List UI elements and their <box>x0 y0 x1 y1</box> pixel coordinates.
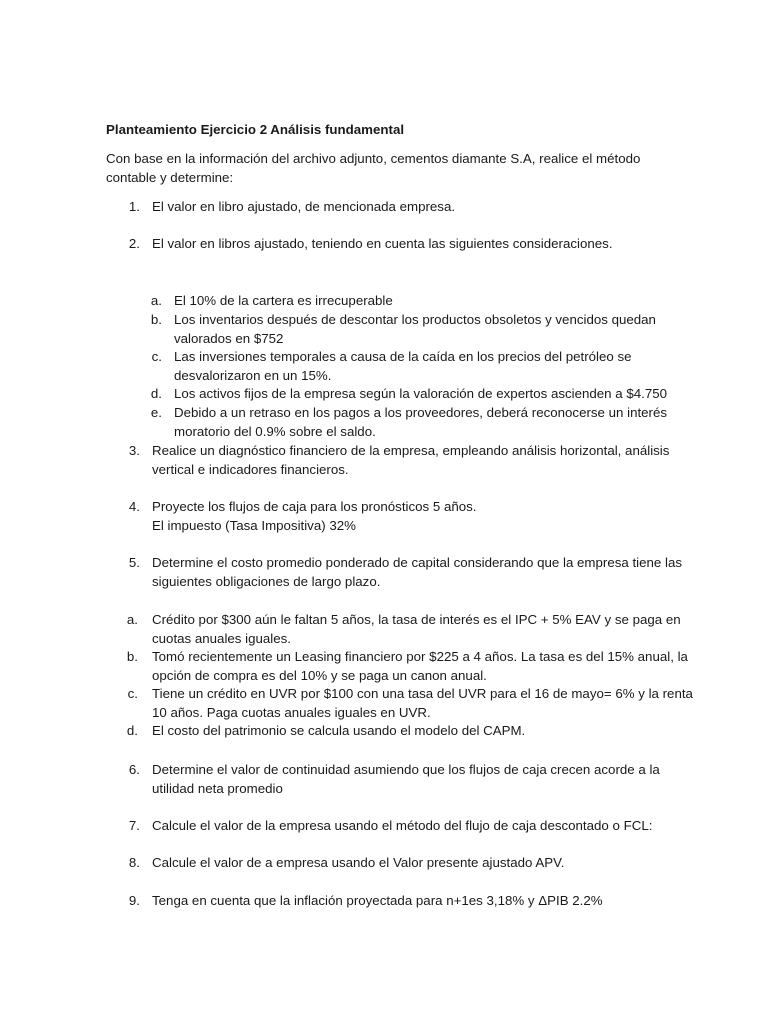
sub-item-text: Tiene un crédito en UVR por $100 con una tasa del UVR para el 16 de mayo= 6% y la renta <box>152 686 693 701</box>
sub-item-text: Debido a un retraso en los pagos a los proveedores, deberá reconocerse un interés <box>174 405 668 420</box>
sub-item-text: Los activos fijos de la empresa según la valoración de expertos ascienden a $4.750 <box>174 386 668 401</box>
list-item-number: 6. <box>128 762 140 777</box>
sub-item-text: Los inventarios después de descontar los productos obsoletos y vencidos quedan <box>174 312 656 327</box>
list-item-text: Determine el costo promedio ponderado de capital considerando que la empresa tiene las <box>152 555 682 570</box>
sub-item-text: moratorio del 0.9% sobre el saldo. <box>174 424 376 439</box>
intro-line-2: contable y determine: <box>106 170 234 185</box>
list-item-number: 4. <box>128 499 140 514</box>
list-item-text: vertical e indicadores financieros. <box>152 462 349 477</box>
sub-item-letter: d. <box>126 723 138 738</box>
list-item-text: Tenga en cuenta que la inflación proyectada para n+1es 3,18% y ΔPIB 2.2% <box>152 893 603 908</box>
sub-item-text: valorados en $752 <box>174 331 284 346</box>
list-item-number: 7. <box>128 818 140 833</box>
sub-item-text: El 10% de la cartera es irrecuperable <box>174 293 393 308</box>
list-item-text: Realice un diagnóstico financiero de la empresa, empleando análisis horizontal, análisis <box>152 443 670 458</box>
sub-item-text: El costo del patrimonio se calcula usando el modelo del CAPM. <box>152 723 526 738</box>
list-item-number: 9. <box>128 893 140 908</box>
sub-item-text: desvalorizaron en un 15%. <box>174 368 332 383</box>
sub-item-letter: b. <box>126 649 138 664</box>
sub-item-letter: a. <box>150 293 162 308</box>
list-item-text: El impuesto (Tasa Impositiva) 32% <box>152 518 356 533</box>
sub-item-text: Tomó recientemente un Leasing financiero por $225 a 4 años. La tasa es del 15% anual, la <box>152 649 688 664</box>
list-item-text: siguientes obligaciones de largo plazo. <box>152 574 381 589</box>
sub-item-letter: b. <box>150 312 162 327</box>
sub-item-letter: c. <box>151 349 162 364</box>
sub-item-letter: c. <box>127 686 138 701</box>
sub-item-letter: d. <box>150 386 162 401</box>
list-item-number: 8. <box>128 855 140 870</box>
list-item-number: 3. <box>128 443 140 458</box>
sub-item-text: Las inversiones temporales a causa de la caída en los precios del petróleo se <box>174 349 632 364</box>
list-item-text: Determine el valor de continuidad asumiendo que los flujos de caja crecen acorde a la <box>152 762 660 777</box>
sub-item-text: cuotas anuales iguales. <box>152 631 291 646</box>
sub-item-letter: e. <box>150 405 162 420</box>
sub-item-text: opción de compra es del 10% y se paga un canon anual. <box>152 668 487 683</box>
list-item-text: Proyecte los flujos de caja para los pronósticos 5 años. <box>152 499 477 514</box>
list-item-text: Calcule el valor de la empresa usando el método del flujo de caja descontado o FCL: <box>152 818 653 833</box>
document-title: Planteamiento Ejercicio 2 Análisis fundamental <box>106 122 405 137</box>
list-item-text: El valor en libro ajustado, de mencionada empresa. <box>152 199 456 214</box>
list-item-number: 1. <box>128 199 140 214</box>
sub-item-text: 10 años. Paga cuotas anuales iguales en UVR. <box>152 705 431 720</box>
sub-item-letter: a. <box>126 612 138 627</box>
list-item-number: 5. <box>128 555 140 570</box>
list-item-text: El valor en libros ajustado, teniendo en cuenta las siguientes consideraciones. <box>152 236 613 251</box>
intro-line-1: Con base en la información del archivo adjunto, cementos diamante S.A, realice el método <box>106 151 641 166</box>
list-item-text: Calcule el valor de a empresa usando el Valor presente ajustado APV. <box>152 855 565 870</box>
list-item-number: 2. <box>128 236 140 251</box>
sub-item-text: Crédito por $300 aún le faltan 5 años, la tasa de interés es el IPC + 5% EAV y se paga en <box>152 612 681 627</box>
list-item-text: utilidad neta promedio <box>152 781 283 796</box>
